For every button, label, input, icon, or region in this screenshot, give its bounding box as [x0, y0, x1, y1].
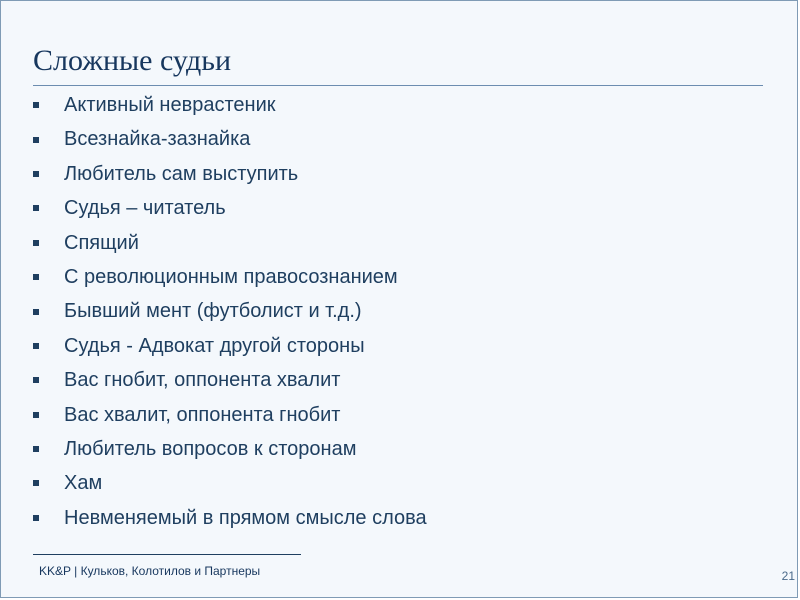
- list-item-text: С революционным правосознанием: [64, 265, 398, 288]
- square-bullet-icon: [33, 515, 39, 521]
- list-item-text: Судья - Адвокат другой стороны: [64, 334, 365, 357]
- square-bullet-icon: [33, 309, 39, 315]
- square-bullet-icon: [33, 205, 39, 211]
- list-item: [31, 157, 427, 191]
- list-item: [31, 88, 427, 122]
- list-item: [31, 466, 427, 500]
- title-divider: [33, 85, 763, 86]
- slide-title: Сложные судьи: [33, 44, 232, 77]
- square-bullet-icon: [33, 377, 39, 383]
- list-item: [31, 501, 427, 535]
- footer-company-name: KK&P | Кульков, Колотилов и Партнеры: [39, 564, 261, 578]
- square-bullet-icon: [33, 240, 39, 246]
- page-number: 21: [781, 569, 795, 583]
- list-item: [31, 122, 427, 156]
- list-item: [31, 294, 427, 328]
- list-item-text: Судья – читатель: [64, 197, 226, 220]
- list-item-text: Любитель вопросов к сторонам: [64, 437, 357, 460]
- list-item: [31, 226, 427, 260]
- list-item-text: Хам: [64, 472, 103, 495]
- list-item-text: Невменяемый в прямом смысле слова: [64, 506, 427, 529]
- footer-divider: [33, 554, 301, 555]
- list-item-text: Бывший мент (футболист и т.д.): [64, 300, 362, 323]
- list-item: [31, 191, 427, 225]
- square-bullet-icon: [33, 102, 39, 108]
- square-bullet-icon: [33, 343, 39, 349]
- list-item: [31, 432, 427, 466]
- square-bullet-icon: [33, 480, 39, 486]
- list-item-text: Вас хвалит, оппонента гнобит: [64, 403, 341, 426]
- square-bullet-icon: [33, 274, 39, 280]
- list-item: [31, 260, 427, 294]
- list-item: [31, 363, 427, 397]
- list-item: [31, 329, 427, 363]
- square-bullet-icon: [33, 446, 39, 452]
- list-item-text: Любитель сам выступить: [64, 162, 299, 185]
- square-bullet-icon: [33, 171, 39, 177]
- list-item-text: Всезнайка-зазнайка: [64, 128, 251, 151]
- square-bullet-icon: [33, 137, 39, 143]
- list-item: [31, 398, 427, 432]
- list-item-text: Спящий: [64, 231, 139, 254]
- bullet-list: [31, 88, 427, 535]
- square-bullet-icon: [33, 412, 39, 418]
- list-item-text: Вас гнобит, оппонента хвалит: [64, 369, 341, 392]
- list-item-text: Активный неврастеник: [64, 94, 276, 116]
